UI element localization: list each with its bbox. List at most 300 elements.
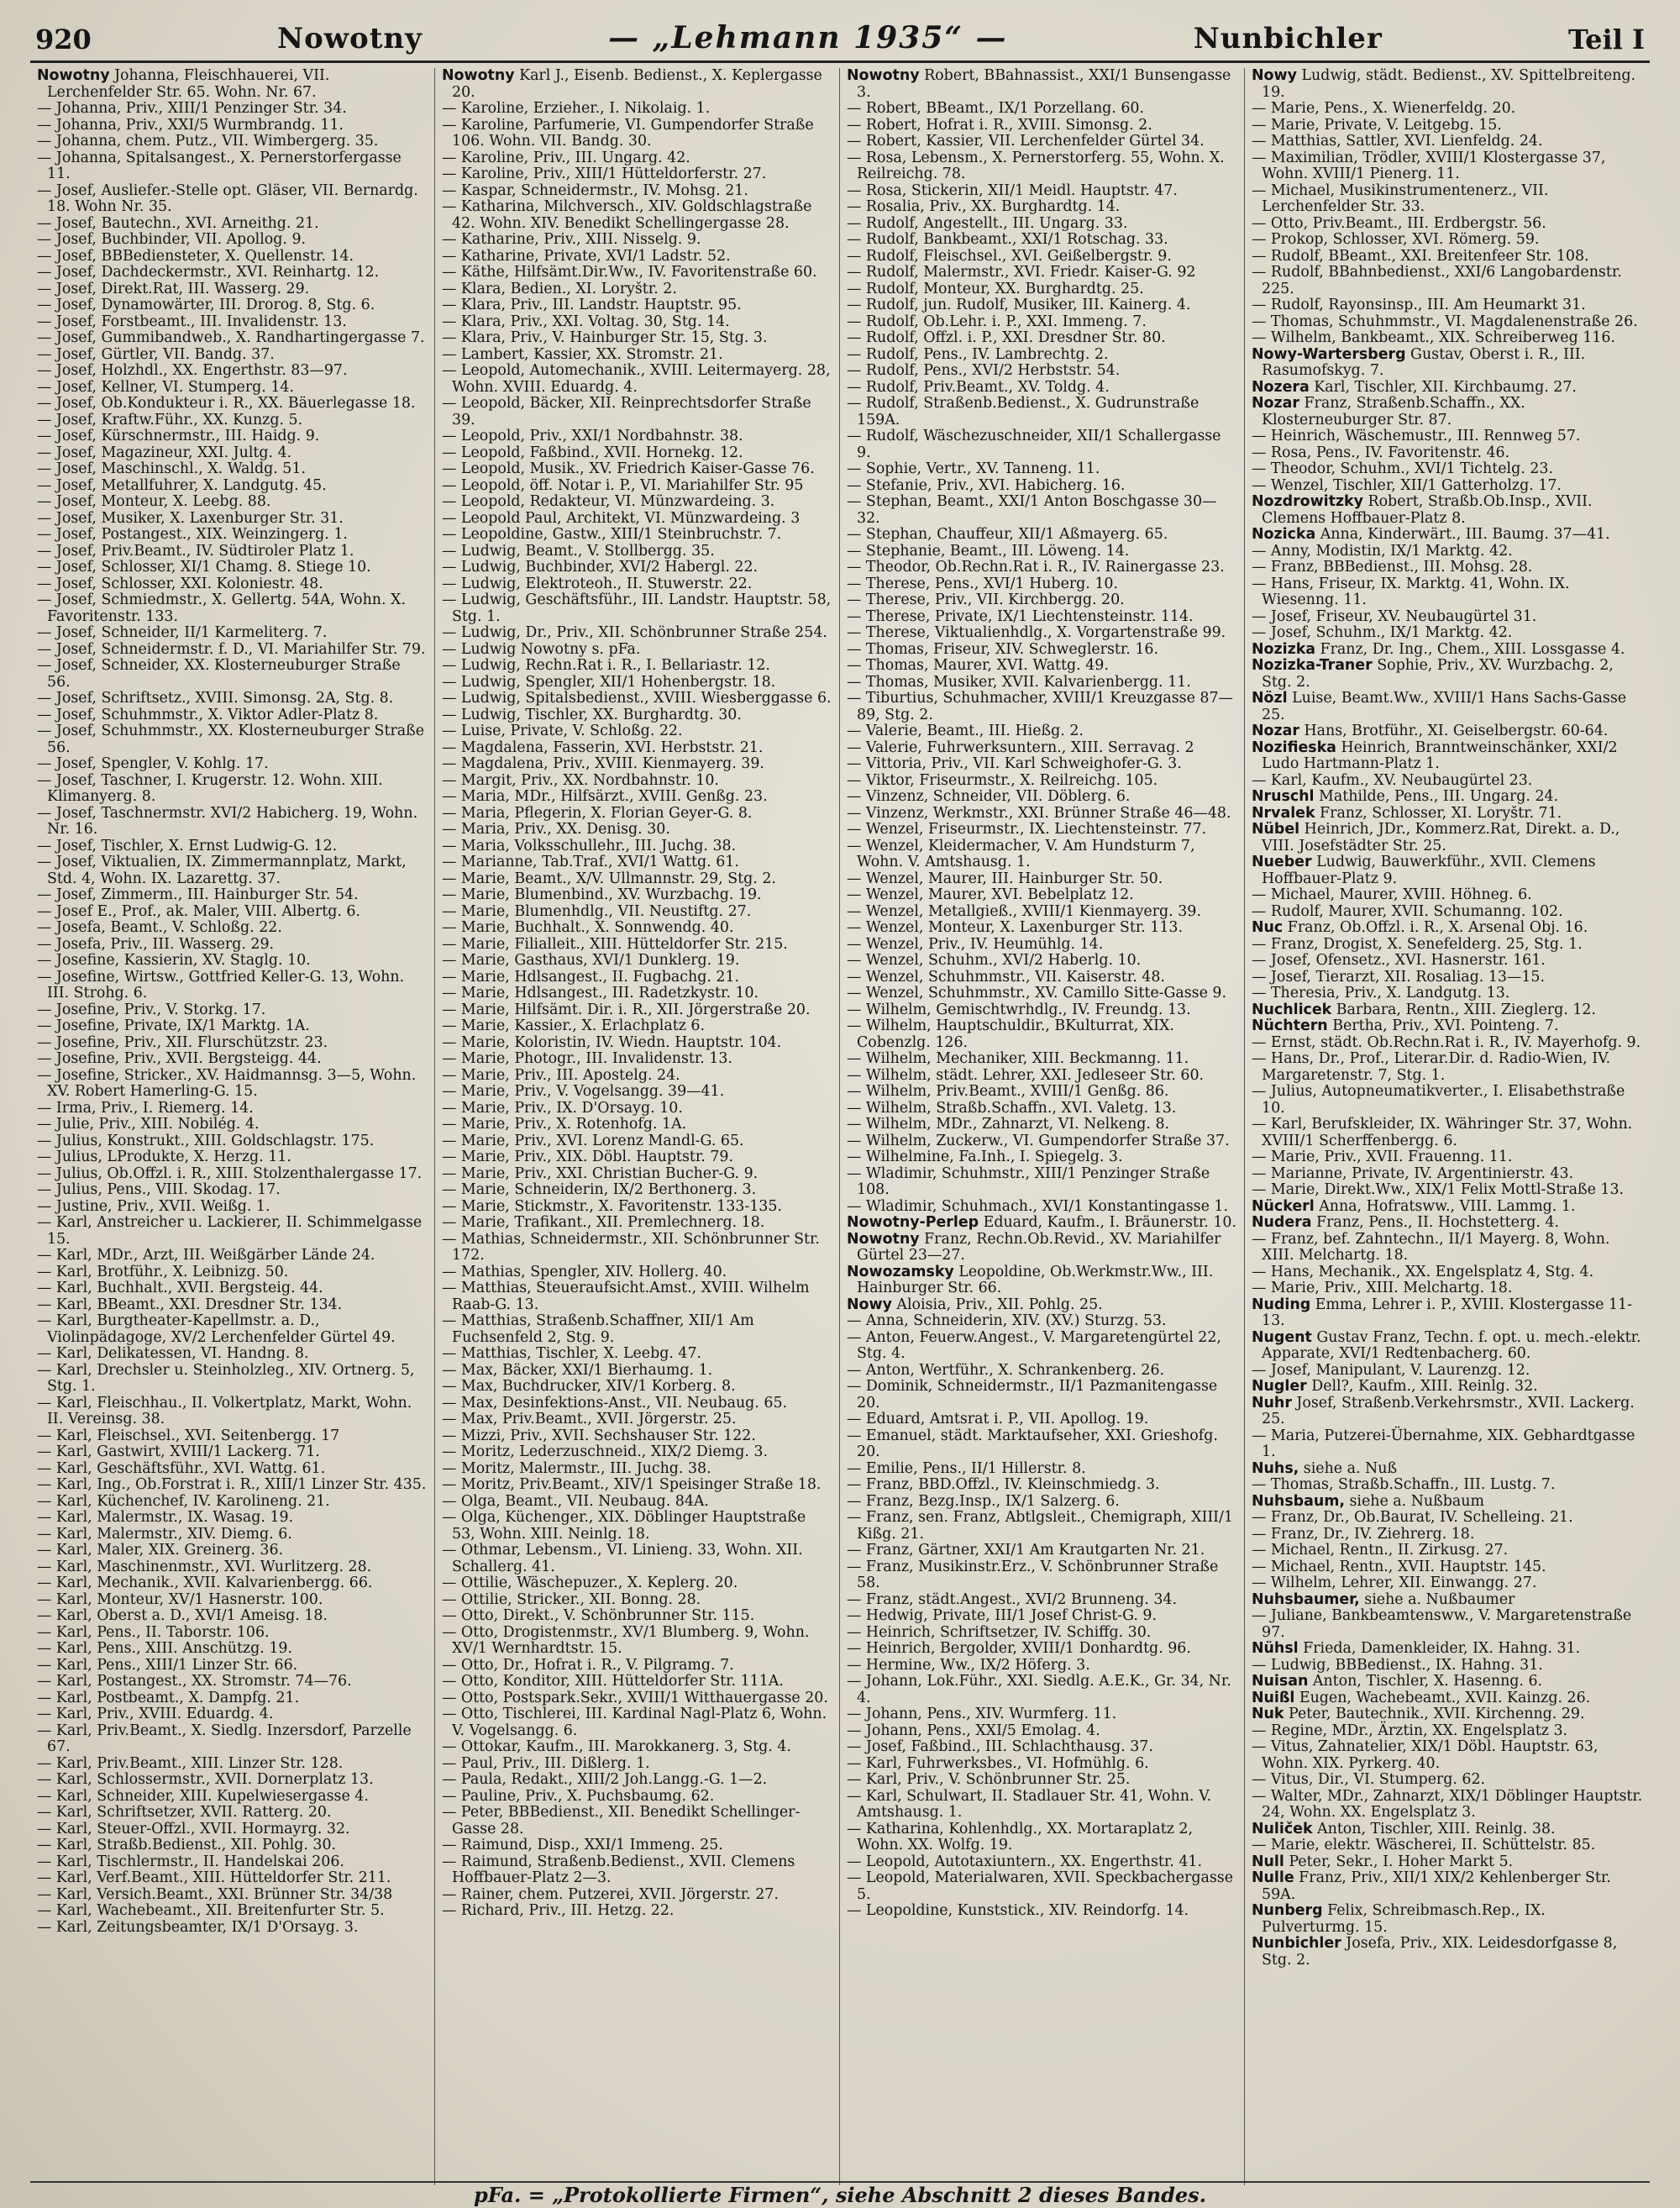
entry-text: — Wenzel, Monteur, X. Laxenburger Str. 113. [847, 919, 1183, 936]
directory-entry [442, 1854, 832, 1887]
entry-text: — Wilhelm, Bankbeamt., XIX. Schreiberweg 116. [1252, 329, 1615, 346]
surname: Nueber [1252, 854, 1312, 870]
directory-entry [442, 756, 832, 773]
directory-entry [1252, 1592, 1643, 1609]
entry-text: — Josef, Dachdeckermstr., XVI. Reinhartg. 12. [37, 264, 380, 281]
entry-text: — Karl, Küchenchef, IV. Karolineng. 21. [37, 1492, 330, 1510]
directory-entry [847, 380, 1237, 397]
entry-text: Anton, Tischler, X. Hasenng. 6. [1308, 1673, 1543, 1690]
directory-entry [847, 822, 1237, 839]
entry-text: — Rudolf, Pens., IV. Lambrechtg. 2. [847, 345, 1109, 363]
directory-entry [442, 1313, 832, 1346]
directory-entry [37, 1837, 428, 1854]
directory-entry [37, 1444, 428, 1461]
directory-entry [847, 1133, 1237, 1150]
directory-entry [442, 560, 832, 576]
directory-entry [1252, 445, 1643, 462]
entry-text: — Johanna, chem. Putz., VII. Wimbergerg. 35. [37, 133, 379, 150]
directory-entry [442, 1018, 832, 1035]
directory-entry [1252, 920, 1643, 937]
entry-text: — Josefine, Stricker., XV. Haidmannsg. 3—5, Wohn. XV. Robert Hamerling-G. 15. [37, 1066, 417, 1100]
directory-entry [847, 118, 1237, 134]
surname: Nuk [1252, 1706, 1284, 1722]
directory-entry [1252, 134, 1643, 150]
entry-text: — Wenzel, Schuhm., XVI/2 Haberlg. 10. [847, 952, 1142, 969]
entry-text: — Karl, Monteur, XV/1 Hasnerstr. 100. [37, 1590, 323, 1608]
directory-entry [37, 314, 428, 331]
entry-text: — Josef, Musiker, X. Laxenburger Str. 31. [37, 509, 344, 527]
directory-entry [1252, 1494, 1643, 1511]
entry-text: — Raimund, Straßenb.Bedienst., XVII. Clemens Hoffbauer-Platz 2—3. [442, 1853, 795, 1886]
entry-text: — Karl, Postangest., XX. Stromstr. 74—76. [37, 1673, 352, 1690]
entry-text: — Olga, Küchenger., XIX. Döblinger Hauptstraße 53, Wohn. XIII. Neinlg. 18. [442, 1509, 806, 1543]
directory-entry [37, 232, 428, 249]
directory-entry [442, 970, 832, 986]
directory-entry [847, 1002, 1237, 1019]
entry-text: Gustav Franz, Techn. f. opt. u. mech.-elektr. Apparate, XVI/1 Redtenbacherg. 60. [1262, 1328, 1641, 1362]
surname: Nuliček [1252, 1820, 1313, 1837]
directory-entry [442, 150, 832, 167]
entry-text: — Karl, Straßb.Bedienst., XII. Pohlg. 30. [37, 1837, 337, 1853]
entry-text: — Rosa, Pens., IV. Favoritenstr. 46. [1252, 444, 1510, 461]
directory-entry [37, 1543, 428, 1559]
directory-entry [442, 1133, 832, 1150]
directory-entry [1252, 1658, 1643, 1674]
entry-text: — Hans, Mechanik., XX. Engelsplatz 4, Stg. 4. [1252, 1263, 1594, 1280]
directory-entry [37, 887, 428, 904]
directory-entry [442, 68, 832, 101]
entry-text: — Josef, Ofensetz., XVI. Hasnerstr. 161. [1252, 952, 1546, 969]
directory-entry [37, 592, 428, 625]
entry-text: — Juliane, Bankbeamtensww., V. Margaretenstraße 97. [1252, 1607, 1632, 1641]
entry-text: — Moritz, Priv.Beamt., XIV/1 Speisinger Straße 18. [442, 1476, 822, 1493]
entry-text: — Josef, Maschinschl., X. Waldg. 51. [37, 460, 306, 477]
entry-text: — Josef, Taschner, I. Krugerstr. 12. Wohn. XIII. Klimanyerg. 8. [37, 771, 383, 805]
directory-entry [1252, 1510, 1643, 1527]
directory-entry [847, 68, 1237, 101]
directory-entry [847, 1608, 1237, 1625]
entry-text: — Marie, Schneiderin, IX/2 Berthonerg. 3. [442, 1181, 757, 1198]
directory-entry [1252, 625, 1643, 642]
entry-text: — Robert, BBeamt., IX/1 Porzellang. 60. [847, 100, 1145, 117]
directory-entry [442, 166, 832, 183]
entry-text: — Tiburtius, Schuhmacher, XVIII/1 Kreuzgasse 87—89, Stg. 2. [847, 690, 1233, 723]
directory-entry [1252, 1527, 1643, 1543]
directory-entry [847, 1641, 1237, 1658]
entry-text: — Ludwig, Rechn.Rat i. R., I. Bellariastr. 12. [442, 657, 770, 674]
entry-text: — Katharina, Kohlenhdlg., XX. Mortaraplatz 2, Wohn. XX. Wolfg. 19. [847, 1820, 1193, 1853]
directory-entry [442, 1215, 832, 1232]
surname: Nrvalek [1252, 804, 1315, 822]
entry-text: — Leopoldine, Gastw., XIII/1 Steinbruchstr. 7. [442, 526, 782, 543]
directory-entry [847, 625, 1237, 642]
surname: Nuißl [1252, 1689, 1295, 1706]
directory-entry [847, 101, 1237, 118]
directory-entry [1252, 1870, 1643, 1903]
directory-entry [847, 1363, 1237, 1380]
directory-entry [37, 1101, 428, 1117]
directory-entry [847, 937, 1237, 954]
directory-entry [1252, 1002, 1643, 1019]
directory-entry [37, 1854, 428, 1871]
entry-text: — Karl, Geschäftsführ., XVI. Wattg. 61. [37, 1459, 326, 1477]
entry-text: — Karl, Malermstr., XIV. Diemg. 6. [37, 1525, 292, 1543]
entry-text: — Marianne, Tab.Traf., XVI/1 Wattg. 61. [442, 854, 739, 870]
directory-entry [1252, 1149, 1643, 1166]
directory-entry [847, 265, 1237, 281]
entry-text: — Moritz, Malermstr., III. Juchg. 38. [442, 1459, 711, 1477]
directory-entry [442, 297, 832, 314]
directory-entry [1252, 1166, 1643, 1183]
directory-entry [37, 560, 428, 576]
surname: Nuisan [1252, 1673, 1309, 1690]
entry-text: — Karoline, Priv., XIII/1 Hütteldorferstr. 27. [442, 166, 767, 182]
directory-entry [847, 560, 1237, 576]
directory-entry [37, 806, 428, 839]
directory-entry [847, 199, 1237, 216]
entry-text: — Franz, bef. Zahntechn., II/1 Mayerg. 8, Wohn. XIII. Melchartg. 18. [1252, 1230, 1610, 1264]
directory-entry [442, 1625, 832, 1658]
entry-text: — Franz, BBD.Offzl., IV. Kleinschmiedg. 3. [847, 1476, 1160, 1493]
directory-entry [1252, 986, 1643, 1002]
directory-entry [1252, 854, 1643, 887]
entry-text: — Michael, Musikinstrumentenerz., VII. Lerchenfelder Str. 33. [1252, 181, 1549, 215]
entry-text: — Marie, Photogr., III. Invalidenstr. 13. [442, 1050, 732, 1067]
directory-entry [1252, 1215, 1643, 1232]
entry-text: — Franz, BBBedienst., III. Mohsg. 28. [1252, 559, 1533, 576]
directory-entry [847, 1428, 1237, 1461]
directory-entry [442, 396, 832, 428]
directory-entry [37, 1215, 428, 1248]
entry-text: — Marie, Koloristin, IV. Wiedn. Hauptstr. 104. [442, 1033, 782, 1051]
directory-entry [847, 281, 1237, 298]
directory-entry [1252, 544, 1643, 560]
surname: Nulle [1252, 1869, 1294, 1886]
entry-text: — Matthias, Sattler, XVI. Lienfeldg. 24. [1252, 133, 1543, 150]
directory-entry [847, 1870, 1237, 1903]
entry-text: — Robert, Hofrat i. R., XVIII. Simonsg. 2. [847, 116, 1152, 134]
entry-text: — Leopold, Musik., XV. Friedrich Kaiser-Gasse 76. [442, 460, 815, 477]
directory-entry [1252, 1330, 1643, 1363]
entry-text: — Stefanie, Priv., XVI. Habicherg. 16. [847, 476, 1126, 494]
page-number: 920 [35, 24, 92, 55]
entry-text: — Anton, Feuerw.Angest., V. Margaretengürtel 22, Stg. 4. [847, 1328, 1221, 1362]
directory-entry [847, 1084, 1237, 1101]
directory-entry [847, 920, 1237, 937]
entry-text: Hans, Brotführ., XI. Geiselbergstr. 60-64. [1299, 723, 1609, 739]
entry-text: — Marie, Kassier., X. Erlachplatz 6. [442, 1017, 706, 1034]
entry-text: — Ludwig, Dr., Priv., XII. Schönbrunner Straße 254. [442, 624, 827, 641]
entry-text: — Josef, Spengler, V. Kohlg. 17. [37, 755, 269, 772]
directory-entry [847, 1313, 1237, 1330]
entry-text: — Max, Bäcker, XXI/1 Bierhaumg. 1. [442, 1361, 713, 1379]
directory-entry [1252, 723, 1643, 740]
entry-text: — Katharine, Priv., XIII. Nisselg. 9. [442, 231, 701, 248]
entry-text: — Josefine, Priv., XII. Flurschützstr. 23. [37, 1033, 328, 1051]
directory-entry [442, 1461, 832, 1478]
directory-entry [847, 723, 1237, 740]
directory-entry [442, 1002, 832, 1019]
directory-entry [847, 396, 1237, 428]
entry-text: — Wilhelm, Hauptschuldir., BKulturrat, XIX. Cobenzlg. 126. [847, 1017, 1174, 1051]
entry-text: — Leopoldine, Kunststick., XIV. Reindorfg. 14. [847, 1902, 1189, 1919]
entry-text: — Matthias, Tischler, X. Leebg. 47. [442, 1345, 702, 1362]
entry-text: — Josef, Schuhmmstr., XX. Klosterneuburger Straße 56. [37, 723, 425, 756]
entry-text: — Paul, Priv., III. Dißlerg. 1. [442, 1754, 650, 1772]
entry-text: — Franz, Bezg.Insp., IX/1 Salzerg. 6. [847, 1492, 1120, 1510]
directory-entry [37, 937, 428, 954]
directory-entry [847, 576, 1237, 593]
directory-entry [1252, 1461, 1643, 1478]
entry-text: Franz, Pens., II. Hochstetterg. 4. [1311, 1214, 1560, 1231]
entry-text: — Otto, Dr., Hofrat i. R., V. Pilgramg. 7. [442, 1656, 734, 1674]
entry-text: — Leopold, öff. Notar i. P., VI. Mariahilfer Str. 95 [442, 476, 804, 494]
surname: Nunberg [1252, 1902, 1323, 1919]
directory-entry [847, 887, 1237, 904]
entry-text: — Rosa, Lebensm., X. Pernerstorferg. 55, Wohn. X. Reilreichg. 78. [847, 149, 1225, 182]
entry-text: — Josefa, Priv., III. Wasserg. 29. [37, 935, 275, 953]
directory-entry [847, 1264, 1237, 1297]
entry-text: — Luise, Private, V. Schloßg. 22. [442, 723, 683, 739]
entry-text: — Johanna, Spitalsangest., X. Pernerstorfergasse 11. [37, 149, 402, 182]
entry-text: — Josef, Kellner, VI. Stumperg. 14. [37, 378, 294, 396]
directory-entry [442, 118, 832, 150]
directory-entry [847, 461, 1237, 478]
entry-text: — Matthias, Steueraufsicht.Amst., XVIII. Wilhelm Raab-G. 13. [442, 1280, 810, 1313]
directory-entry [37, 445, 428, 462]
directory-entry [442, 1182, 832, 1199]
directory-entry [442, 1117, 832, 1133]
directory-entry [847, 1068, 1237, 1085]
entry-text: — Rainer, chem. Putzerei, XVII. Jörgerstr. 27. [442, 1885, 779, 1903]
directory-entry [1252, 265, 1643, 297]
entry-text: — Rudolf, jun. Rudolf, Musiker, III. Kainerg. 4. [847, 297, 1191, 313]
directory-entry [442, 1903, 832, 1920]
entry-text: — Johann, Lok.Führ., XXI. Siedlg. A.E.K., Gr. 34, Nr. 4. [847, 1673, 1231, 1706]
entry-text: — Karl, Malermstr., IX. Wasag. 19. [37, 1509, 294, 1526]
entry-text: — Julius, Autopneumatikverter., I. Elisabethstraße 10. [1252, 1083, 1625, 1117]
directory-entry [442, 494, 832, 511]
directory-entry [847, 609, 1237, 626]
directory-entry [442, 1412, 832, 1428]
entry-text: — Marie, Trafikant., XII. Premlechnerg. 18. [442, 1214, 765, 1231]
directory-entry [1252, 658, 1643, 691]
directory-entry [37, 1920, 428, 1937]
entry-text: — Karl, Burgtheater-Kapellmstr. a. D., Violinpädagoge, XV/2 Lerchenfelder Gürtel 49. [37, 1312, 396, 1346]
entry-text: — Karoline, Erzieher., I. Nikolaig. 1. [442, 100, 711, 117]
entry-text: Karl, Tischler, XII. Kirchbaumg. 27. [1309, 378, 1577, 396]
entry-text: — Karoline, Priv., III. Ungarg. 42. [442, 149, 690, 166]
directory-entry [37, 216, 428, 233]
entry-text: — Rudolf, Ob.Lehr. i. P., XXI. Immeng. 7. [847, 313, 1147, 330]
directory-entry [1252, 822, 1643, 854]
entry-text: — Wilhelm, Zuckerw., VI. Gumpendorfer Straße 37. [847, 1132, 1230, 1149]
directory-entry [37, 527, 428, 544]
entry-text: — Johanna, Priv., XXI/5 Wurmbrandg. 11. [37, 116, 344, 134]
surname: Nowy [847, 1296, 892, 1313]
entry-text: — Othmar, Lebensm., VI. Linieng. 33, Wohn. XII. Schallerg. 41. [442, 1542, 803, 1575]
surname: Nowotny [442, 68, 515, 84]
entry-text: siehe a. Nußbaumer [1359, 1590, 1515, 1608]
entry-text: — Josef, Metallfuhrer, X. Landgutg. 45. [37, 476, 327, 494]
entry-text: — Margit, Priv., XX. Nordbahnstr. 10. [442, 771, 719, 789]
entry-text: — Marie, Buchhalt., X. Sonnwendg. 40. [442, 919, 734, 936]
directory-entry [442, 1674, 832, 1690]
entry-text: — Karl, Pens., XIII. Anschützg. 19. [37, 1640, 292, 1657]
directory-entry [37, 68, 428, 101]
entry-text: — Johann, Pens., XIV. Wurmferg. 11. [847, 1706, 1117, 1722]
entry-text: — Karl, Schlossermstr., XVII. Dornerplatz 13. [37, 1771, 374, 1788]
directory-entry [442, 281, 832, 298]
entry-text: — Vitus, Zahnatelier, XIX/1 Döbl. Hauptstr. 63, Wohn. XIX. Pyrkerg. 40. [1252, 1738, 1599, 1772]
entry-text: — Ludwig, Spengler, XII/1 Hohenbergstr. 18. [442, 673, 776, 691]
entry-text: Franz, Schlosser, XI. Loryštr. 71. [1315, 804, 1562, 822]
entry-text: — Wilhelm, Straßb.Schaffn., XVI. Valetg. 13. [847, 1099, 1177, 1117]
entry-text: — Karl, Schriftsetzer, XVII. Ratterg. 20. [37, 1804, 332, 1821]
directory-entry [37, 1690, 428, 1707]
directory-entry [37, 1756, 428, 1773]
directory-entry [442, 544, 832, 560]
entry-text: — Franz, Dr., Ob.Baurat, IV. Schelleing. 21. [1252, 1509, 1573, 1526]
entry-text: — Max, Priv.Beamt., XVII. Jörgerstr. 25. [442, 1411, 737, 1427]
entry-text: — Maria, Volksschullehr., III. Juchg. 38. [442, 837, 737, 854]
entry-text: — Rosalia, Priv., XX. Burghardtg. 14. [847, 198, 1121, 215]
directory-entry [1252, 1182, 1643, 1199]
surname: Nözl [1252, 690, 1288, 707]
directory-entry [442, 1756, 832, 1773]
directory-entry [37, 1182, 428, 1199]
surname: Nozar [1252, 395, 1299, 412]
surname: Nudera [1252, 1214, 1312, 1231]
entry-text: — Maximilian, Trödler, XVIII/1 Klostergasse 37, Wohn. XVIII/1 Pienerg. 11. [1252, 149, 1606, 182]
entry-text: — Maria, MDr., Hilfsärzt., XVIII. Genßg. 23. [442, 788, 768, 805]
entry-text: — Karl, BBeamt., XXI. Dresdner Str. 134. [37, 1296, 343, 1313]
entry-text: — Michael, Maurer, XVIII. Höhneg. 6. [1252, 886, 1532, 903]
entry-text: — Thomas, Friseur, XIV. Schweglerstr. 16. [847, 640, 1159, 658]
directory-entry [37, 854, 428, 887]
directory-entry [847, 232, 1237, 249]
surname: Nüchtern [1252, 1017, 1328, 1034]
directory-entry [847, 1903, 1237, 1920]
entry-text: — Marie, Hdlsangest., III. Radetzkystr. 10. [442, 985, 759, 1001]
entry-text: — Ludwig, Tischler, XX. Burghardtg. 30. [442, 706, 742, 723]
directory-entry [37, 920, 428, 937]
entry-text: — Sophie, Vertr., XV. Tanneng. 11. [847, 460, 1100, 477]
entry-text: — Wilhelmine, Fa.Inh., I. Spiegelg. 3. [847, 1149, 1123, 1165]
directory-entry [442, 199, 832, 232]
entry-text: — Prokop, Schlosser, XVI. Römerg. 59. [1252, 231, 1540, 248]
surname: Nühsl [1252, 1640, 1299, 1657]
directory-entry [37, 1117, 428, 1133]
directory-entry [847, 756, 1237, 773]
directory-entry [37, 101, 428, 118]
directory-entry [37, 773, 428, 806]
entry-text: Peter, Bautechnik., XVII. Kirchenng. 29. [1284, 1706, 1585, 1722]
entry-text: Franz, Straßenb.Schaffn., XX. Klosterneuburger Str. 87. [1262, 395, 1525, 428]
directory-entry [1252, 1035, 1643, 1052]
directory-entry [37, 1887, 428, 1904]
directory-entry [37, 1018, 428, 1035]
directory-entry [847, 134, 1237, 150]
directory-entry [1252, 297, 1643, 314]
directory-entry [847, 1117, 1237, 1133]
directory-entry [1252, 1280, 1643, 1297]
entry-text: — Peter, BBBedienst., XII. Benedikt Schellinger-Gasse 28. [442, 1804, 801, 1837]
entry-text: — Katharine, Private, XVI/1 Ladstr. 52. [442, 247, 731, 265]
entry-text: — Regine, MDr., Ärztin, XX. Engelsplatz 3. [1252, 1722, 1568, 1739]
entry-text: — Max, Buchdrucker, XIV/1 Korberg. 8. [442, 1378, 736, 1395]
entry-text: Heinrich, JDr., Kommerz.Rat, Direkt. a. D., VIII. Josefstädter Str. 25. [1262, 821, 1620, 854]
directory-entry [847, 1723, 1237, 1740]
directory-entry [847, 740, 1237, 757]
directory-entry [1252, 1018, 1643, 1035]
entry-text: Dell?, Kaufm., XIII. Reinlg. 32. [1306, 1378, 1538, 1395]
entry-text: — Eduard, Amtsrat i. P., VII. Apollog. 19. [847, 1411, 1149, 1427]
entry-text: — Josef, Direkt.Rat, III. Wasserg. 29. [37, 280, 310, 297]
entry-text: — Theodor, Schuhm., XVI/1 Tichtelg. 23. [1252, 460, 1553, 477]
entry-text: — Josef, Kraftw.Führ., XX. Kunzg. 5. [37, 411, 303, 428]
entry-text: — Anny, Modistin, IX/1 Marktg. 42. [1252, 542, 1513, 560]
directory-entry [1252, 1396, 1643, 1428]
surname: Nowozamsky [847, 1263, 954, 1280]
entry-text: — Magdalena, Priv., XVIII. Kienmayerg. 39. [442, 755, 764, 772]
entry-text: Heinrich, Branntweinschänker, XXI/2 Ludo Hartmann-Platz 1. [1262, 739, 1618, 772]
directory-entry [442, 1051, 832, 1068]
surname: Nozar [1252, 723, 1299, 739]
entry-text: Mathilde, Pens., III. Ungarg. 24. [1314, 788, 1559, 805]
directory-entry [847, 658, 1237, 675]
directory-entry [37, 478, 428, 495]
entry-text: — Magdalena, Fasserin, XVI. Herbststr. 21. [442, 739, 764, 756]
surname: Nozdrowitzky [1252, 493, 1363, 510]
entry-text: — Karl, Mechanik., XVII. Kalvarienbergg. 66. [37, 1575, 373, 1591]
directory-entry [1252, 1690, 1643, 1707]
directory-entry [847, 1199, 1237, 1216]
entry-text: — Maria, Priv., XX. Denisg. 30. [442, 821, 670, 838]
directory-entry [37, 576, 428, 593]
entry-text: — Josef, Schuhmmstr., X. Viktor Adler-Platz 8. [37, 706, 379, 723]
entry-text: Ludwig, städt. Bedienst., XV. Spittelbreiteng. 19. [1262, 68, 1635, 101]
entry-text: — Josef, Magazineur, XXI. Jultg. 4. [37, 444, 292, 461]
entry-text: — Max, Desinfektions-Anst., VII. Neubaug. 65. [442, 1394, 788, 1412]
entry-text: — Karl, Buchhalt., XVII. Bergsteig. 44. [37, 1280, 323, 1296]
directory-entry [847, 1215, 1237, 1232]
entry-text: — Karl, Maschinenmstr., XVI. Wurlitzerg. 28. [37, 1558, 372, 1575]
column-4 [1245, 68, 1650, 2185]
directory-entry [847, 1658, 1237, 1674]
entry-text: — Otto, Drogistenmstr., XV/1 Blumberg. 9, Wohn. XV/1 Wernhardtstr. 15. [442, 1623, 810, 1657]
surname: Nugler [1252, 1378, 1307, 1395]
entry-text: Anna, Hofratsww., VIII. Lammg. 1. [1314, 1197, 1576, 1215]
directory-entry [442, 1706, 832, 1739]
entry-text: — Stephan, Beamt., XXI/1 Anton Boschgasse 30—32. [847, 493, 1217, 527]
entry-text: — Anna, Schneiderin, XIV. (XV.) Sturzg. 53. [847, 1312, 1167, 1329]
entry-text: — Marie, Priv., XIII. Melchartg. 18. [1252, 1280, 1513, 1296]
directory-entry [442, 920, 832, 937]
surname: Nowotny [847, 68, 920, 84]
entry-text: — Michael, Rentn., II. Zirkusg. 27. [1252, 1542, 1509, 1559]
directory-entry [442, 511, 832, 528]
directory-entry [1252, 642, 1643, 659]
entry-text: — Marie, Stickmstr., X. Favoritenstr. 133-135. [442, 1197, 782, 1215]
entry-text: — Rudolf, Pens., XVI/2 Herbststr. 54. [847, 362, 1121, 379]
entry-text: siehe a. Nuß [1299, 1459, 1398, 1477]
directory-entry [442, 740, 832, 757]
entry-text: — Ludwig, Elektroteoh., II. Stuwerstr. 22. [442, 575, 753, 592]
directory-entry [442, 675, 832, 691]
entry-text: Karl J., Eisenb. Bedienst., X. Keplergasse 20. [452, 68, 822, 101]
entry-text: — Karl, Berufskleider, IX. Währinger Str. 37, Wohn. XVIII/1 Scherffenbergg. 6. [1252, 1116, 1633, 1149]
